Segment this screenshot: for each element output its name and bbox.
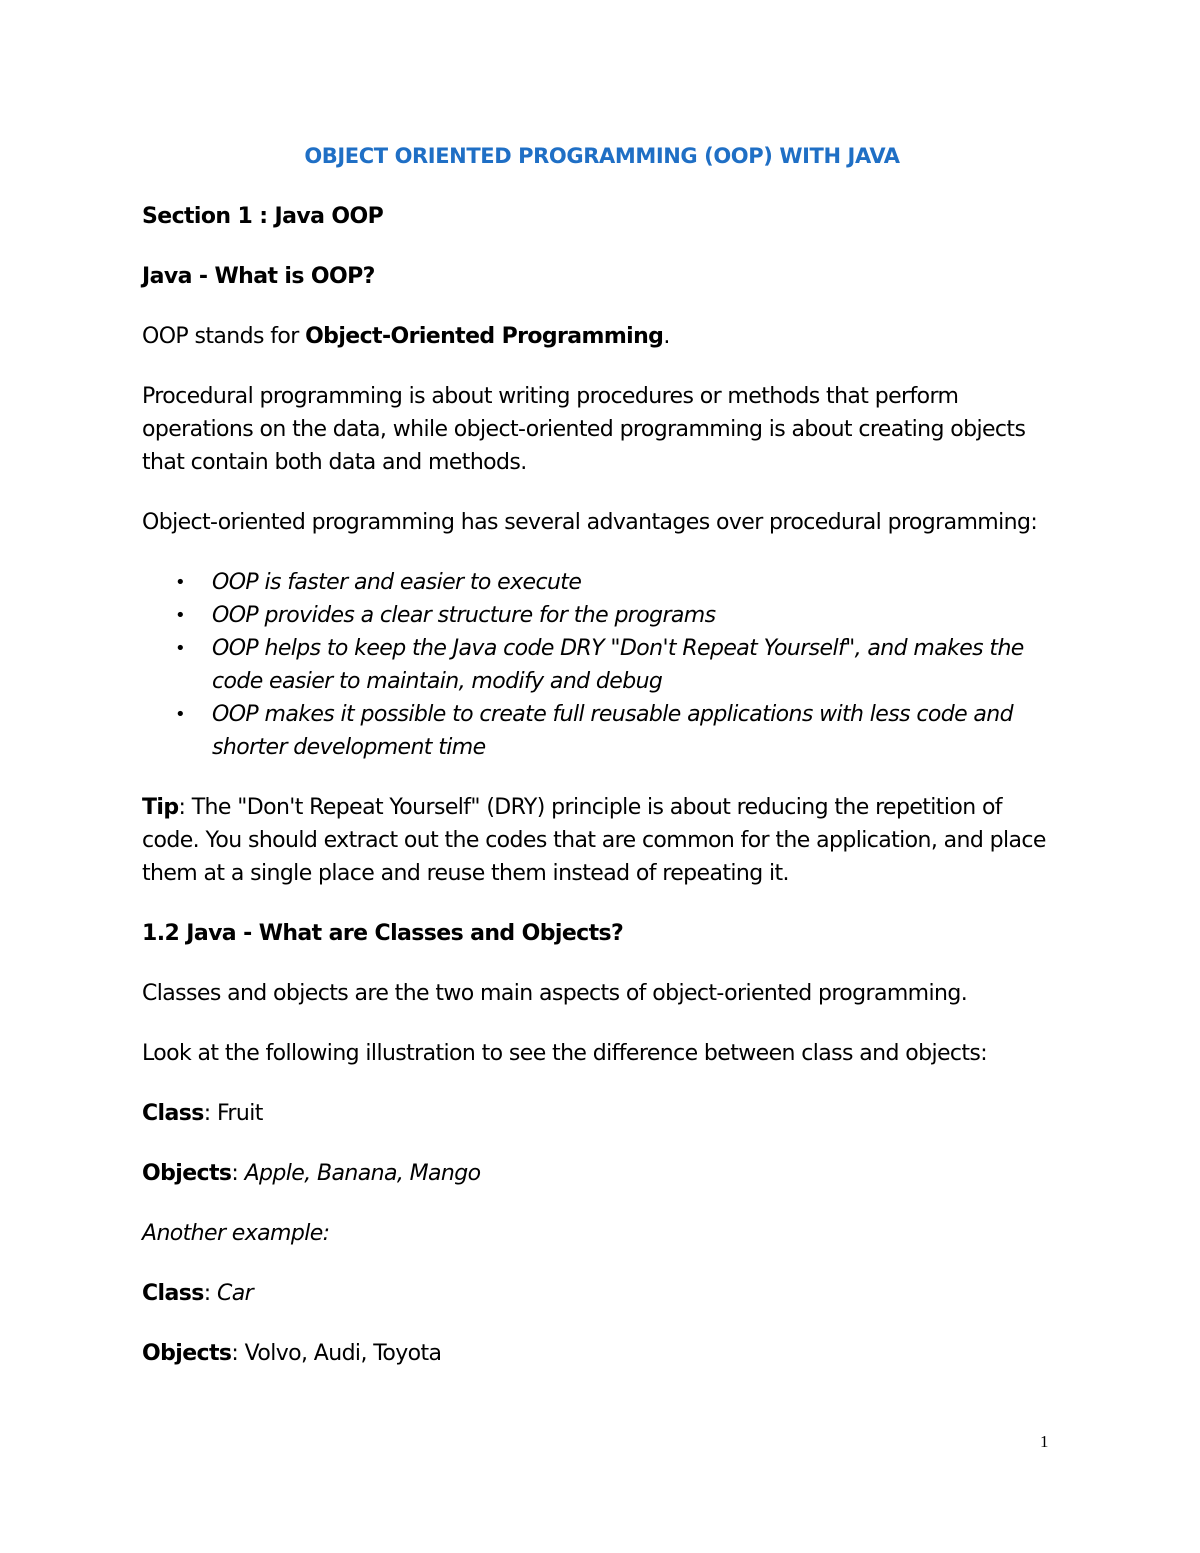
list-item: [175, 599, 1062, 632]
tip-text: The "Don't Repeat Yourself" (DRY) principle is about reducing the repetition of code. You should extract out the codes that are common for the application, and place them at a single place and reuse them instead of repeating it.: [142, 795, 1046, 886]
class-label: Class: [142, 1101, 204, 1126]
oop-definition-term: Object-Oriented Programming: [305, 324, 664, 349]
list-item-text: OOP helps to keep the Java code DRY "Don't Repeat Yourself", and makes the code easier to maintain, modify and debug: [212, 636, 1024, 694]
example-1-objects: [142, 1157, 1062, 1190]
colon: :: [203, 1281, 217, 1306]
class-value: Car: [216, 1281, 254, 1306]
colon: :: [203, 1101, 217, 1126]
paragraph-illustration: Look at the following illustration to see the difference between class and objects:: [142, 1041, 988, 1066]
page-number: 1: [1040, 1432, 1049, 1451]
oop-definition-prefix: OOP stands for: [142, 324, 306, 349]
paragraph-advantages: Object-oriented programming has several advantages over procedural programming:: [142, 510, 1038, 535]
bullet-icon: •: [175, 572, 186, 593]
document-title: OBJECT ORIENTED PROGRAMMING (OOP) WITH JAVA: [304, 144, 900, 168]
example-1-class: [142, 1097, 1062, 1130]
list-item-text: OOP is faster and easier to execute: [212, 570, 582, 595]
sub-heading-classes-objects: 1.2 Java - What are Classes and Objects?: [142, 921, 624, 946]
colon: :: [231, 1341, 245, 1366]
another-example: Another example:: [142, 1221, 330, 1246]
bullet-icon: •: [175, 638, 186, 659]
advantages-list: [142, 566, 1062, 764]
objects-label: Objects: [142, 1161, 232, 1186]
list-item: [175, 566, 1062, 599]
list-item: [175, 632, 1062, 698]
list-item-text: OOP makes it possible to create full reusable applications with less code and shorter development time: [212, 702, 1013, 760]
objects-value: Apple, Banana, Mango: [244, 1161, 481, 1186]
bullet-icon: •: [175, 704, 186, 725]
oop-definition-suffix: .: [663, 324, 670, 349]
objects-value: Volvo, Audi, Toyota: [244, 1341, 442, 1366]
example-2-class: [142, 1277, 1062, 1310]
class-value: Fruit: [216, 1101, 263, 1126]
list-item: [175, 698, 1062, 764]
objects-label: Objects: [142, 1341, 232, 1366]
colon: :: [231, 1161, 245, 1186]
tip-paragraph: [142, 791, 1062, 890]
example-2-objects: [142, 1337, 1062, 1370]
list-item-text: OOP provides a clear structure for the programs: [212, 603, 716, 628]
class-label: Class: [142, 1281, 204, 1306]
document-content: [142, 140, 1062, 1397]
paragraph-classes: Classes and objects are the two main aspects of object-oriented programming.: [142, 981, 968, 1006]
tip-label: Tip: [142, 795, 179, 820]
tip-separator: :: [178, 795, 192, 820]
paragraph-procedural: Procedural programming is about writing procedures or methods that perform operations on the data, while object-oriented programming is about creating objects that contain both data and methods.: [142, 384, 1026, 475]
bullet-icon: •: [175, 605, 186, 626]
oop-definition: [142, 320, 1062, 353]
sub-heading-what-is-oop: Java - What is OOP?: [142, 264, 375, 289]
section-heading: Section 1 : Java OOP: [142, 204, 384, 229]
